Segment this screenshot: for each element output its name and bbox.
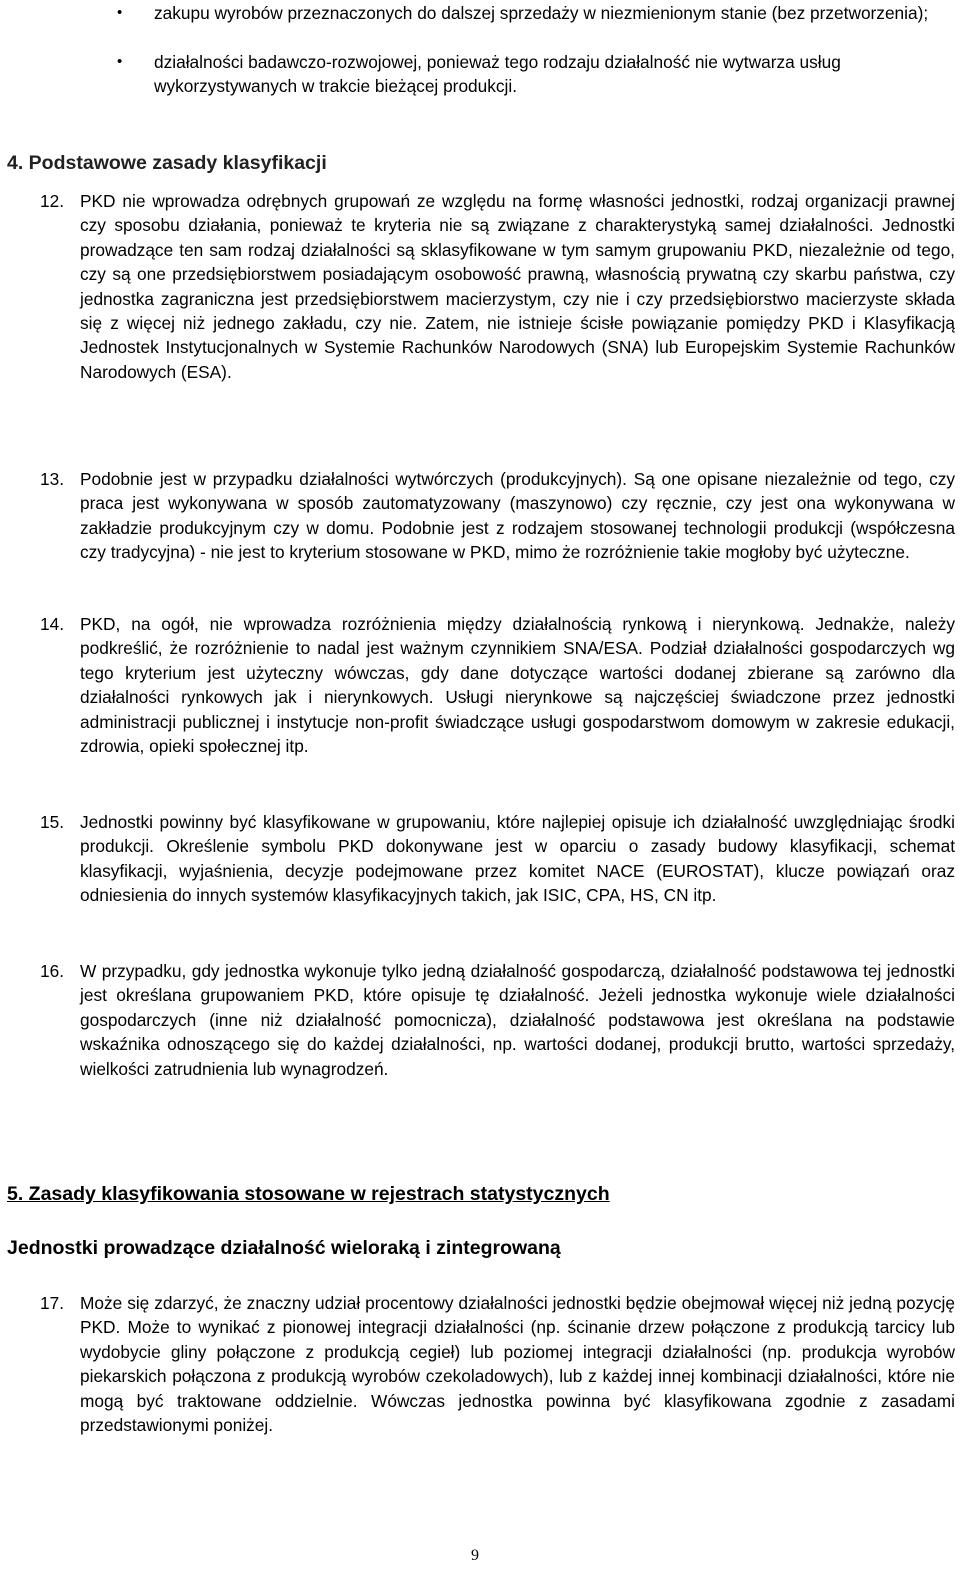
paragraph-17 — [40, 1291, 955, 1437]
paragraph-number: 17. — [40, 1293, 65, 1313]
paragraph-text: PKD, na ogół, nie wprowadza rozróżnienia między działalnością rynkową i nierynkową. Jednakże, należy podkreślić, że rozróżnienie to nadal jest ważnym czynnikiem SNA/ESA. Podział działalności gospodarczych wg tego kryterium jest użyteczny wówczas, gdy dane dotyczące wartości dodanej zbierane są zarówno dla działalności rynkowych jak i nierynkowych. Usługi nierynkowe są najczęściej świadczone przez jednostki administracji publicznej i instytucje non-profit świadczące usługi gospodarstwom domowym w zakresie edukacji, zdrowia, opieki społecznej itp. — [80, 614, 955, 757]
paragraph-text: W przypadku, gdy jednostka wykonuje tylko jedną działalność gospodarczą, działalność podstawowa tej jednostki jest określana grupowaniem PKD, które opisuje tę działalność. Jeżeli jednostka wykonuje wiele działalności gospodarczych (inne niż działalność pomocnicza), działalność podstawowa jest określana na podstawie wskaźnika odnoszącego się do każdej działalności, np. wartości dodanej, produkcji brutto, wartości sprzedaży, wielkości zatrudnienia lub wynagrodzeń. — [80, 961, 955, 1079]
paragraph-text: PKD nie wprowadza odrębnych grupowań ze względu na formę własności jednostki, rodzaj organizacji prawnej czy sposobu działania, ponieważ te kryteria nie są związane z charakterystyką samej działalności. Jednostki prowadzące ten sam rodzaj działalności są sklasyfikowane w tym samym grupowaniu PKD, niezależnie od tego, czy są one przedsiębiorstwem posiadającym osobowość prawną, własnością prywatną czy skarbu państwa, czy jednostka zagraniczna jest przedsiębiorstwem macierzystym, czy nie i czy przedsiębiorstwo macierzyste składa się z więcej niż jednego zakładu, czy nie. Zatem, nie istnieje ścisłe powiązanie pomiędzy PKD i Klasyfikacją Jednostek Instytucjonalnych w Systemie Rachunków Narodowych (SNA) lub Europejskim Systemie Rachunków Narodowych (ESA). — [80, 191, 955, 382]
section-5-heading: 5. Zasady klasyfikowania stosowane w rejestrach statystycznych — [7, 1183, 610, 1205]
bullet-icon: • — [117, 4, 123, 21]
bullet-text: działalności badawczo-rozwojowej, ponieważ tego rodzaju działalność nie wytwarza usług wykorzystywanych w trakcie bieżącej produkcji. — [154, 52, 841, 97]
bullet-item — [0, 50, 954, 99]
bullet-item — [0, 1, 954, 25]
paragraph-13 — [40, 467, 955, 565]
paragraph-12 — [40, 189, 955, 384]
section-4-heading: 4. Podstawowe zasady klasyfikacji — [7, 152, 327, 174]
paragraph-number: 12. — [40, 191, 65, 211]
subsection-heading: Jednostki prowadzące działalność wieloraką i zintegrowaną — [7, 1237, 561, 1259]
paragraph-number: 15. — [40, 812, 65, 832]
bullet-text: zakupu wyrobów przeznaczonych do dalszej sprzedaży w niezmienionym stanie (bez przetworzenia); — [154, 3, 929, 23]
paragraph-16 — [40, 959, 955, 1081]
paragraph-text: Może się zdarzyć, że znaczny udział procentowy działalności jednostki będzie obejmował więcej niż jedną pozycję PKD. Może to wynikać z pionowej integracji działalności (np. ścinanie drzew połączone z produkcją tarcicy lub wydobycie gliny połączone z produkcją cegieł) lub poziomej integracji działalności (np. produkcja wyrobów piekarskich połączona z produkcją wyrobów czekoladowych), lub z każdej innej kombinacji działalności, które nie mogą być traktowane oddzielnie. Wówczas jednostka powinna być klasyfikowana zgodnie z zasadami przedstawionymi poniżej. — [80, 1293, 955, 1436]
bullet-icon: • — [117, 53, 123, 70]
paragraph-15 — [40, 810, 955, 908]
paragraph-text: Jednostki powinny być klasyfikowane w grupowaniu, które najlepiej opisuje ich działalność uwzględniając środki produkcji. Określenie symbolu PKD dokonywane jest w oparciu o zasady budowy klasyfikacji, schemat klasyfikacji, wyjaśnienia, decyzje podejmowane przez komitet NACE (EUROSTAT), klucze powiązań oraz odniesienia do innych systemów klasyfikacyjnych takich, jak ISIC, CPA, HS, CN itp. — [80, 812, 955, 906]
paragraph-text: Podobnie jest w przypadku działalności wytwórczych (produkcyjnych). Są one opisane niezależnie od tego, czy praca jest wykonywana w sposób zautomatyzowany (maszynowo) czy ręcznie, czy jest ona wykonywana w zakładzie produkcyjnym czy w domu. Podobnie jest z rodzajem stosowanej technologii produkcji (współczesna czy tradycyjna) - nie jest to kryterium stosowane w PKD, mimo że rozróżnienie takie mogłoby być użyteczne. — [80, 469, 955, 563]
paragraph-number: 16. — [40, 961, 65, 981]
paragraph-number: 14. — [40, 614, 65, 634]
page-number: 9 — [471, 1547, 479, 1564]
paragraph-number: 13. — [40, 469, 65, 489]
paragraph-14 — [40, 612, 955, 758]
